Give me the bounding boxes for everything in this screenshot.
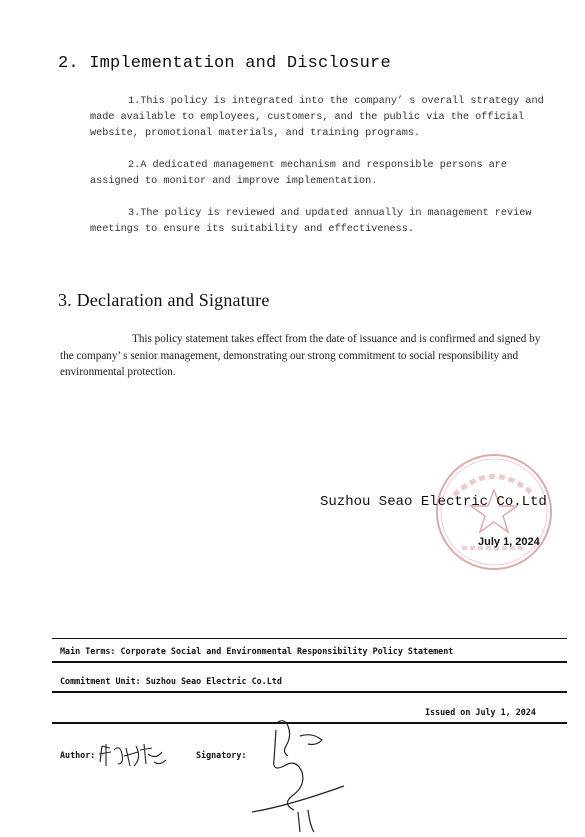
footer-issued-date: Issued on July 1, 2024 — [425, 707, 536, 717]
footer-commitment-unit: Commitment Unit: Suzhou Seao Electric Co.Ltd — [60, 676, 282, 686]
company-seal-stamp — [432, 450, 557, 575]
section-2-paragraph-2: 2.A dedicated management mechanism and responsible persons are assigned to monitor and improve implementation. — [90, 160, 508, 187]
footer-top-rule — [52, 638, 567, 639]
signature-company-name: Suzhou Seao Electric Co.Ltd — [320, 494, 547, 510]
section-2-heading: 2. Implementation and Disclosure — [58, 54, 391, 73]
footer-signatory-label: Signatory: — [196, 750, 247, 760]
footer-author-label: Author: — [60, 750, 96, 760]
footer-rule-2 — [52, 661, 567, 663]
section-2-paragraph-3: 3.The policy is reviewed and updated annually in management review meetings to ensure its suitability and effectiveness. — [90, 208, 532, 235]
section-2-paragraph-1: 1.This policy is integrated into the company’ s overall strategy and made available to employees, customers, and the public via the official website, promotional materials, and training programs. — [90, 96, 544, 139]
section-3-heading: 3. Declaration and Signature — [58, 290, 270, 310]
footer-main-terms: Main Terms: Corporate Social and Environmental Responsibility Policy Statement — [60, 646, 454, 656]
section-3-paragraph: This policy statement takes effect from the date of issuance and is confirmed and signed by the company’ s senior management, demonstrating our strong commitment to social responsibility and environmental protection. — [60, 333, 541, 378]
signatory-handwritten-signature — [248, 716, 358, 834]
footer-rule-3 — [52, 691, 567, 693]
signature-date: July 1, 2024 — [478, 536, 540, 548]
author-handwritten-signature — [96, 740, 168, 770]
